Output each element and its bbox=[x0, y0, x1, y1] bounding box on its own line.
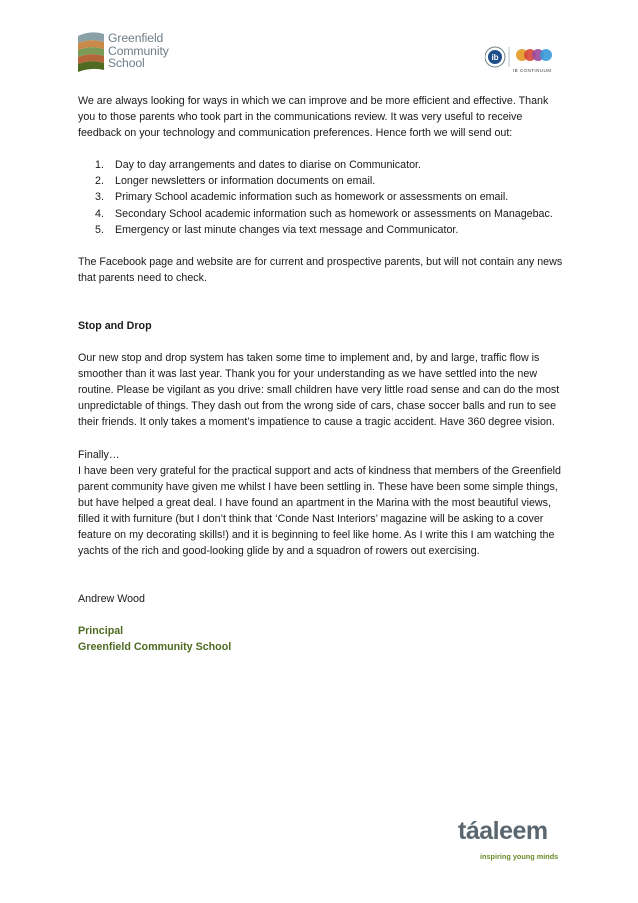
ib-logo bbox=[485, 45, 565, 77]
ib-label: IB CONTINUUM bbox=[513, 68, 552, 73]
list-text: Longer newsletters or information documents on email. bbox=[115, 175, 376, 188]
stop-and-drop-heading: Stop and Drop bbox=[78, 319, 152, 332]
list-item bbox=[78, 206, 568, 222]
list-number: 1. bbox=[95, 159, 104, 172]
school-logo-text bbox=[108, 32, 169, 70]
svg-text:ib: ib bbox=[491, 53, 499, 62]
logo-line-3: School bbox=[108, 56, 145, 70]
taaleem-logo bbox=[458, 817, 562, 865]
list-number: 4. bbox=[95, 207, 104, 220]
finally-paragraph: I have been very grateful for the practical support and acts of kindness that members of the Greenfield parent community have given me whilst I have been settling in. These have been some simple things, but have helped a great deal. I have found an apartment in the Marina with the most beautiful views, filled it with furniture (but I don’t think that ‘Conde Nast Interiors’ magazine will be asking to a cover feature on my decorating skills!) and it is beginning to feel like home. As I write this I am watching the yachts of the rich and good-looking glide by and a squadron of rowers out exercising. bbox=[78, 464, 561, 558]
signature-name: Andrew Wood bbox=[78, 593, 145, 606]
list-number: 2. bbox=[95, 175, 104, 188]
list-item bbox=[78, 222, 568, 238]
intro-paragraph: We are always looking for ways in which we can improve and be more efficient and effective. Thank you to those parents who took part in the communications review. It was very useful to receive feedback on your technology and communication preferences. Hence forth we will send out: bbox=[78, 95, 549, 140]
taaleem-tagline: inspiring young minds bbox=[480, 852, 559, 861]
list-text: Emergency or last minute changes via text message and Communicator. bbox=[115, 223, 459, 236]
list-item bbox=[78, 189, 568, 205]
letter-body bbox=[78, 93, 568, 655]
signature-role: Principal bbox=[78, 625, 124, 638]
ib-emblem-icon bbox=[485, 45, 565, 69]
list-number: 3. bbox=[95, 191, 104, 204]
logo-line-2: Community bbox=[108, 43, 169, 58]
list-number: 5. bbox=[95, 223, 104, 236]
list-text: Day to day arrangements and dates to diarise on Communicator. bbox=[115, 159, 421, 172]
list-item bbox=[78, 157, 568, 173]
logo-line-1: Greenfield bbox=[108, 31, 164, 45]
signature-school: Greenfield Community School bbox=[78, 641, 232, 654]
taaleem-wordmark: táaleem bbox=[458, 817, 548, 845]
intro-closing: The Facebook page and website are for current and prospective parents, but will not contain any news that parents need to check. bbox=[78, 255, 563, 284]
stop-and-drop-paragraph: Our new stop and drop system has taken some time to implement and, by and large, traffic flow is smoother than it was last year. Thank you for your understanding as we have settled into the new routine. Please be vigilant as you drive: small children have very little road sense and can do the most unpredictable of things. They dash out from the wrong side of cars, chase soccer balls and run to see their friends. It only takes a moment’s impatience to cause a tragic accident. Have 360 degree vision. bbox=[78, 352, 560, 429]
school-crest-icon bbox=[78, 30, 104, 72]
list-item bbox=[78, 173, 568, 189]
communication-list bbox=[78, 157, 568, 237]
finally-heading: Finally… bbox=[78, 448, 120, 461]
school-logo bbox=[78, 30, 178, 80]
list-text: Primary School academic information such as homework or assessments on email. bbox=[115, 191, 509, 204]
list-text: Secondary School academic information such as homework or assessments on Managebac. bbox=[115, 207, 553, 220]
